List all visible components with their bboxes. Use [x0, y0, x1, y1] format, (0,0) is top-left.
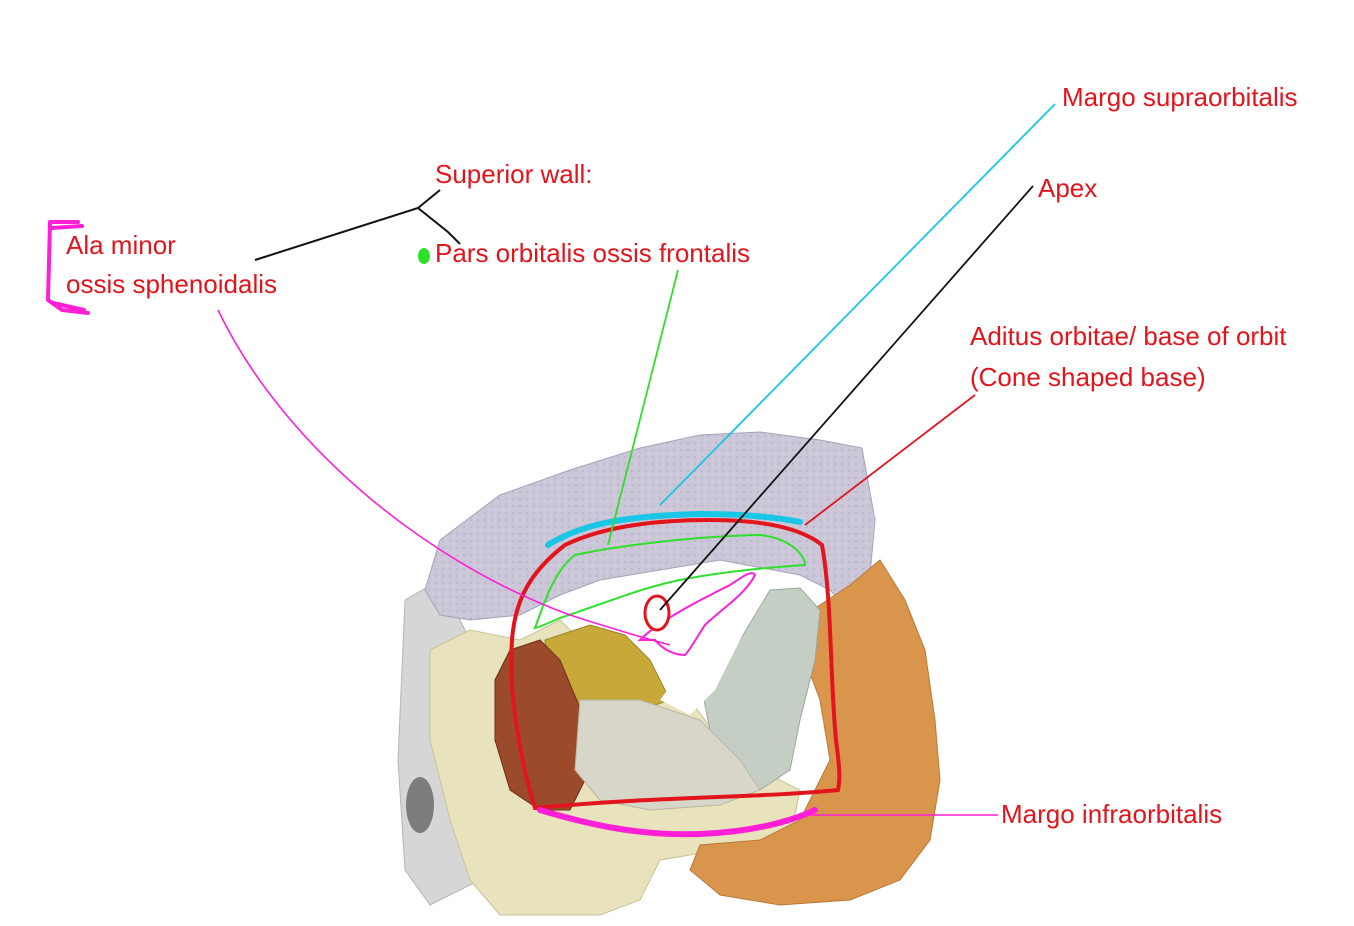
label-ala-minor-line1: Ala minor: [66, 230, 176, 260]
superior-wall-bracket: [255, 190, 460, 260]
label-margo-infraorbitalis: Margo infraorbitalis: [1001, 799, 1223, 829]
label-apex: Apex: [1038, 173, 1098, 203]
label-margo-supraorbitalis: Margo supraorbitalis: [1062, 82, 1298, 112]
label-ala-minor-line2: ossis sphenoidalis: [66, 269, 278, 299]
supraorbitalis-leader: [660, 104, 1055, 505]
label-aditus-line2: (Cone shaped base): [970, 362, 1206, 392]
label-pars-orbitalis: Pars orbitalis ossis frontalis: [435, 238, 750, 268]
canal-opening: [406, 777, 434, 833]
frontal-bone: [425, 432, 875, 620]
label-aditus-line1: Aditus orbitae/ base of orbit: [970, 321, 1287, 351]
label-superior-wall: Superior wall:: [435, 159, 593, 189]
green-dot-mark: [418, 248, 430, 264]
orbit-skull-illustration: [398, 432, 940, 915]
apex-ring: [645, 596, 669, 630]
